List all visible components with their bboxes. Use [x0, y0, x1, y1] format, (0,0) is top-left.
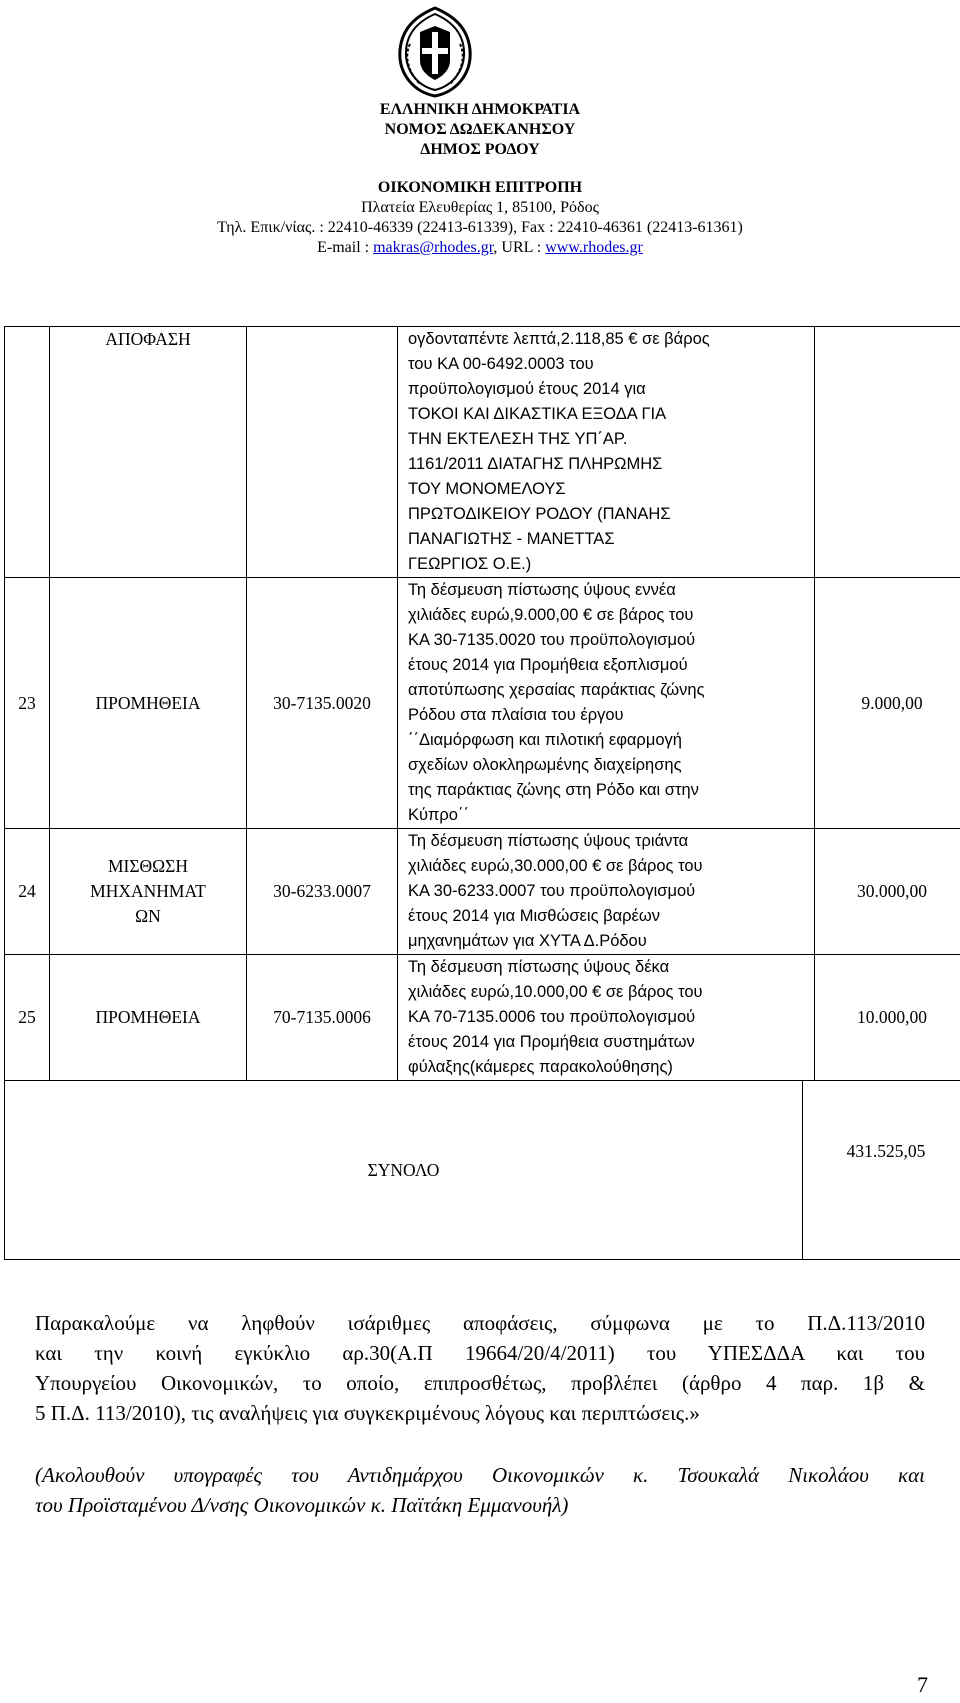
desc-line: χιλιάδες ευρώ,30.000,00 € σε βάρος του [408, 857, 703, 875]
table-row [5, 578, 960, 829]
row-amount: 9.000,00 [815, 578, 960, 829]
desc-line: χιλιάδες ευρώ,10.000,00 € σε βάρος του [408, 983, 703, 1001]
row-description [398, 327, 815, 578]
total-table [5, 1081, 960, 1259]
row-number: 24 [5, 829, 50, 955]
paragraph-line: Παρακαλούμε να ληφθούν ισάριθμες αποφάσεις, σύμφωνα με το Π.Δ.113/2010 [35, 1311, 925, 1335]
row-category: ΠΡΟΜΗΘΕΙΑ [50, 955, 247, 1081]
note-line: του Προϊσταμένου Δ/νσης Οικονομικών κ. Παϊτάκη Εμμανουήλ) [35, 1493, 569, 1517]
desc-line: ΚΑ 30-7135.0020 του προϋπολογισμού [408, 631, 696, 649]
desc-line: Τη δέσμευση πίστωσης ύψους δέκα [408, 958, 670, 976]
letterhead-line: ΝΟΜΟΣ ΔΩΔΕΚΑΝΗΣΟΥ [384, 121, 576, 138]
total-cell [5, 1081, 960, 1260]
desc-line: ΤΗΝ ΕΚΤΕΛΕΣΗ ΤΗΣ ΥΠ΄ΑΡ. [408, 430, 628, 448]
category-line: ΜΙΣΘΩΣΗ [107, 856, 189, 876]
paragraph-line: 5 Π.Δ. 113/2010), τις αναλήψεις για συγκεκριμένους λόγους και περιπτώσεις.» [35, 1401, 700, 1425]
url-link[interactable]: www.rhodes.gr [545, 239, 643, 256]
row-code: 30-6233.0007 [247, 829, 398, 955]
page-number: 7 [917, 1672, 928, 1697]
phone: Τηλ. Επικ/νίας. : 22410-46339 (22413-61339), Fax : 22410-46361 (22413-61361) [217, 219, 743, 236]
greek-coat-of-arms-icon [394, 4, 476, 100]
desc-line: 1161/2011 ΔΙΑΤΑΓΗΣ ΠΛΗΡΩΜΗΣ [408, 455, 663, 473]
email-link[interactable]: makras@rhodes.gr [373, 239, 494, 256]
row-description [398, 829, 815, 955]
desc-line: χιλιάδες ευρώ,9.000,00 € σε βάρος του [408, 606, 694, 624]
contact-line [0, 238, 960, 258]
total-row [5, 1081, 960, 1260]
committee-block [0, 178, 960, 258]
row-amount [815, 327, 960, 578]
desc-line: ΓΕΩΡΓΙΟΣ Ο.Ε.) [408, 555, 532, 573]
desc-line: φύλαξης(κάμερες παρακολούθησης) [408, 1058, 673, 1076]
desc-line: Κύπρο΄΄ [408, 806, 469, 824]
desc-line: του ΚΑ 00-6492.0003 του [408, 355, 594, 373]
total-inner-row [5, 1081, 960, 1259]
desc-line: ογδονταπέντε λεπτά,2.118,85 € σε βάρος [408, 330, 710, 348]
row-code: 30-7135.0020 [247, 578, 398, 829]
desc-line: της παράκτιας ζώνης στη Ρόδο και στην [408, 781, 699, 799]
desc-line: αποτύπωσης χερσαίας παράκτιας ζώνης [408, 681, 705, 699]
row-number: 23 [5, 578, 50, 829]
letterhead [0, 100, 960, 160]
paragraph-line: Υπουργείου Οικονομικών, το οποίο, επιπροσθέτως, προβλέπει (άρθρο 4 παρ. 1β & [35, 1371, 925, 1395]
request-paragraph [35, 1308, 925, 1428]
row-code: 70-7135.0006 [247, 955, 398, 1081]
committee-name: ΟΙΚΟΝΟΜΙΚΗ ΕΠΙΤΡΟΠΗ [377, 179, 583, 196]
desc-line: ΚΑ 30-6233.0007 του προϋπολογισμού [408, 882, 696, 900]
row-amount: 10.000,00 [815, 955, 960, 1081]
desc-line: σχεδίων ολοκληρωμένης διαχείρησης [408, 756, 682, 774]
row-number: 25 [5, 955, 50, 1081]
letterhead-line: ΕΛΛΗΝΙΚΗ ΔΗΜΟΚΡΑΤΙΑ [379, 101, 581, 118]
category-line: ΩΝ [135, 906, 161, 926]
desc-line: ΠΑΝΑΓΙΩΤΗΣ - ΜΑΝΕΤΤΑΣ [408, 530, 615, 548]
table-row [5, 829, 960, 955]
letterhead-line: ΔΗΜΟΣ ΡΟΔΟΥ [420, 141, 540, 158]
row-description [398, 578, 815, 829]
desc-line: έτους 2014 για Προμήθεια εξοπλισμού [408, 656, 688, 674]
decisions-table [4, 326, 960, 1260]
note-line: (Ακολουθούν υπογραφές του Αντιδημάρχου Οικονομικών κ. Τσουκαλά Νικολάου και [35, 1463, 925, 1487]
desc-line: προϋπολογισμού έτους 2014 για [408, 380, 646, 398]
total-value: 431.525,05 [846, 1141, 926, 1161]
row-description [398, 955, 815, 1081]
desc-line: Τη δέσμευση πίστωσης ύψους εννέα [408, 581, 676, 599]
paragraph-line: και την κοινή εγκύκλιο αρ.30(Α.Π 19664/20/4/2011) του ΥΠΕΣΔΔΑ και του [35, 1341, 925, 1365]
url-label: , URL : [493, 239, 546, 256]
desc-line: έτους 2014 για Προμήθεια συστημάτων [408, 1033, 695, 1051]
desc-line: Τη δέσμευση πίστωσης ύψους τριάντα [408, 832, 689, 850]
row-amount: 30.000,00 [815, 829, 960, 955]
desc-line: μηχανημάτων για ΧΥΤΑ Δ.Ρόδου [408, 932, 647, 950]
email-label: E-mail : [317, 239, 374, 256]
desc-line: ΤΟΥ ΜΟΝΟΜΕΛΟΥΣ [408, 480, 566, 498]
desc-line: έτους 2014 για Μισθώσεις βαρέων [408, 907, 661, 925]
row-category: ΠΡΟΜΗΘΕΙΑ [50, 578, 247, 829]
row-category [50, 829, 247, 955]
desc-line: ΄΄Διαμόρφωση και πιλοτική εφαρμογή [408, 731, 682, 749]
desc-line: ΚΑ 70-7135.0006 του προϋπολογισμού [408, 1008, 696, 1026]
address: Πλατεία Ελευθερίας 1, 85100, Ρόδος [361, 199, 599, 216]
desc-line: ΠΡΩΤΟΔΙΚΕΙΟΥ ΡΟΔΟΥ (ΠΑΝΑΗΣ [408, 505, 671, 523]
category-line: ΜΗΧΑΝΗΜΑΤ [90, 881, 206, 901]
table-row [5, 955, 960, 1081]
signatures-note [35, 1460, 925, 1520]
row-number [5, 327, 50, 578]
table-row [5, 327, 960, 578]
desc-line: ΤΟΚΟΙ ΚΑΙ ΔΙΚΑΣΤΙΚΑ ΕΞΟΔΑ ΓΙΑ [408, 405, 667, 423]
row-code [247, 327, 398, 578]
row-category: ΑΠΟΦΑΣΗ [50, 327, 247, 578]
total-label: ΣΥΝΟΛΟ [5, 1081, 803, 1259]
desc-line: Ρόδου στα πλαίσια του έργου [408, 706, 624, 724]
